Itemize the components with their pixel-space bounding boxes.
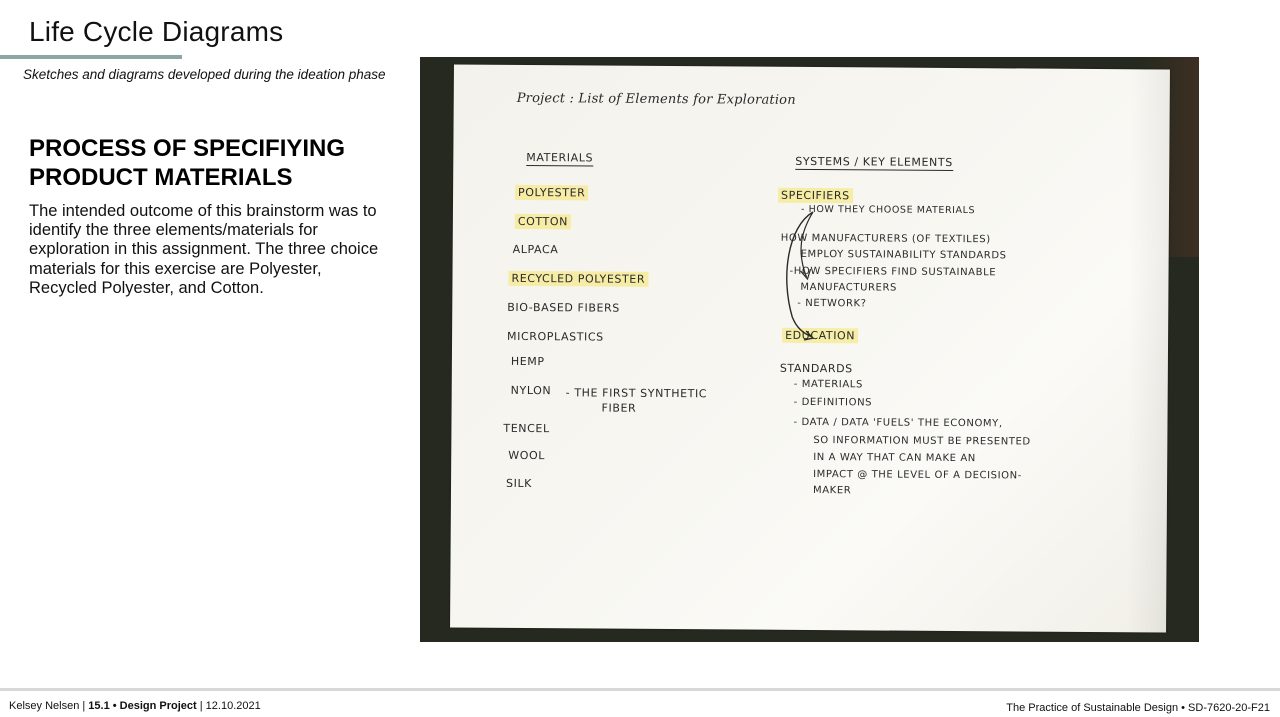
- standards-data-3: IN A WAY THAT CAN MAKE AN: [813, 452, 976, 465]
- standards-data-5: MAKER: [812, 485, 852, 497]
- specifiers-label: SPECIFIERS: [778, 188, 853, 204]
- specifiers-note: - HOW THEY CHOOSE MATERIALS: [800, 203, 976, 217]
- footer-left: [9, 700, 261, 712]
- footer-date: | 12.10.2021: [196, 700, 261, 712]
- standards-definitions: - DEFINITIONS: [793, 396, 873, 409]
- handwritten-sheet: [450, 65, 1170, 633]
- material-item: COTTON: [515, 214, 571, 229]
- material-item: HEMP: [510, 354, 545, 369]
- curved-arrow-icon: [782, 207, 823, 347]
- standards-materials: - MATERIALS: [793, 378, 863, 391]
- material-item: BIO-BASED FIBERS: [507, 300, 620, 315]
- manufacturers-line-2: EMPLOY SUSTAINABILITY STANDARDS: [800, 248, 1007, 262]
- network-line: - NETWORK?: [797, 297, 867, 310]
- material-item: SILK: [506, 476, 533, 491]
- material-item: MICROPLASTICS: [507, 329, 604, 344]
- title-accent-rule: [0, 55, 182, 59]
- systems-header: SYSTEMS / KEY ELEMENTS: [795, 154, 953, 169]
- material-item: RECYCLED POLYESTER: [508, 271, 648, 287]
- nylon-note-cont: FIBER: [601, 401, 637, 415]
- standards-data-1: - DATA / DATA 'FUELS' THE ECONOMY,: [793, 416, 1003, 430]
- material-item: TENCEL: [503, 421, 550, 436]
- find-line-2: MANUFACTURERS: [800, 281, 898, 294]
- material-item: WOOL: [508, 448, 546, 463]
- material-item: ALPACA: [512, 242, 559, 257]
- brainstorm-photo: [420, 57, 1199, 642]
- find-line-1: -HOW SPECIFIERS FIND SUSTAINABLE: [789, 265, 997, 279]
- slide-title: Life Cycle Diagrams: [29, 16, 284, 47]
- section-heading: PROCESS OF SPECIFIYING PRODUCT MATERIALS: [29, 135, 346, 191]
- footer-rule: [0, 688, 1280, 691]
- standards-label: STANDARDS: [779, 361, 853, 376]
- material-item: POLYESTER: [515, 185, 588, 201]
- section-body: The intended outcome of this brainstorm was to identify the three elements/materials for exploration in this assignment. The three choice materials for this exercise are Polyester, Recycled Polyester, and Cotton.: [29, 202, 379, 297]
- nylon-note: - THE FIRST SYNTHETIC: [565, 386, 708, 401]
- footer-course: The Practice of Sustainable Design • SD-7620-20-F21: [1006, 702, 1270, 714]
- standards-data-2: SO INFORMATION MUST BE PRESENTED: [813, 435, 1031, 448]
- material-item: NYLON: [510, 383, 552, 398]
- education-label: EDUCATION: [782, 328, 858, 344]
- slide-subtitle: Sketches and diagrams developed during the ideation phase: [23, 67, 386, 82]
- manufacturers-line-1: HOW MANUFACTURERS (OF TEXTILES): [780, 232, 991, 246]
- materials-header: MATERIALS: [526, 151, 594, 165]
- sheet-title: Project : List of Elements for Exploration: [516, 90, 796, 108]
- standards-data-4: IMPACT @ THE LEVEL OF A DECISION-: [813, 469, 1022, 482]
- footer-project: 15.1 • Design Project: [88, 700, 197, 712]
- footer-author: Kelsey Nelsen |: [9, 700, 89, 712]
